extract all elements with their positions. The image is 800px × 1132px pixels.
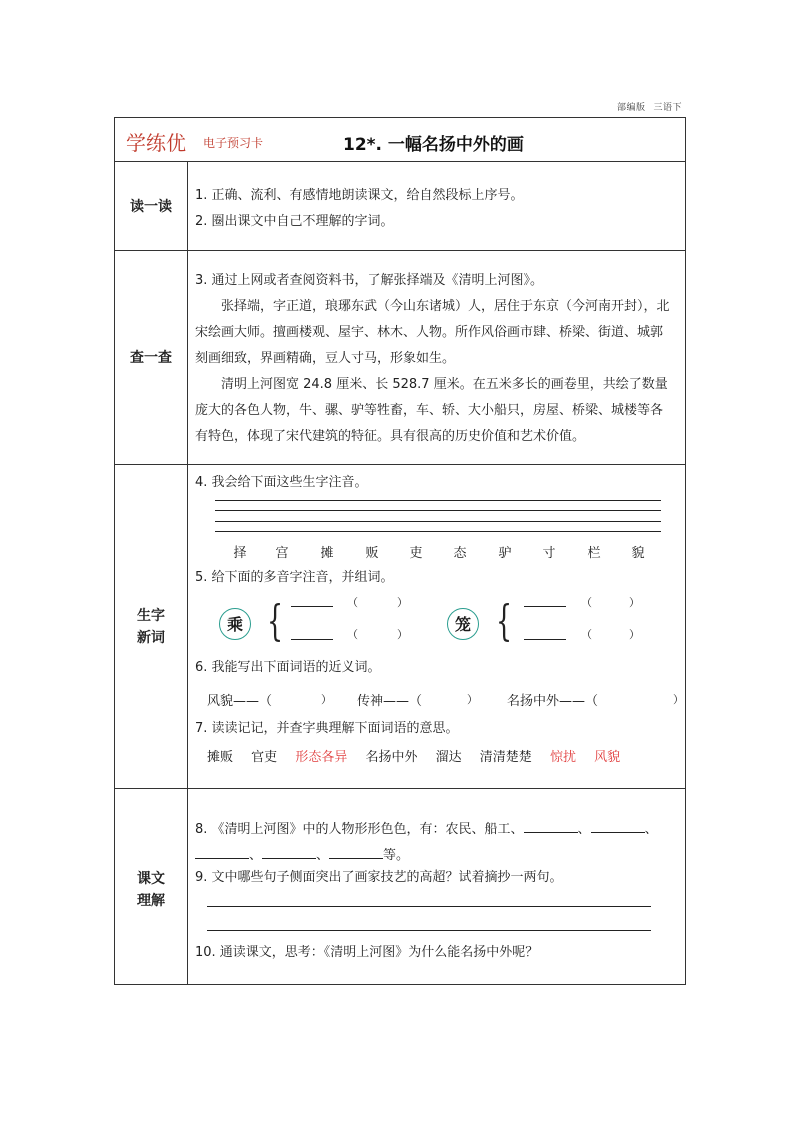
worksheet-table bbox=[114, 117, 686, 985]
painter-intro-paragraph: 张择端，字正道，琅琊东武（今山东诸城）人，居住于东京（今河南开封），北宋绘画大师。擅画楼观、屋宇、林木、人物。所作风俗画市肆、桥梁、街道、城郭刻画细致，界画精确，豆人寸马，形象如生。 bbox=[195, 299, 670, 366]
row-divider bbox=[115, 161, 685, 162]
question-7: 7. 读读记记，并查字典理解下面词语的意思。 bbox=[195, 721, 459, 736]
synonym-chuanshen-label: 传神——（ bbox=[357, 694, 423, 709]
polyphone-char-2: 笼 bbox=[447, 608, 479, 640]
paren-left: （ bbox=[581, 628, 592, 641]
pinyin-blank[interactable] bbox=[524, 606, 566, 607]
new-char: 吏 bbox=[409, 546, 423, 561]
answer-line[interactable] bbox=[207, 906, 651, 907]
row-divider bbox=[115, 464, 685, 465]
publisher-text: 部编版 bbox=[616, 103, 646, 113]
new-char: 宫 bbox=[275, 546, 289, 561]
synonym-mingyang-label: 名扬中外——（ bbox=[507, 694, 599, 709]
answer-blank[interactable] bbox=[329, 844, 383, 859]
word-item: 官吏 bbox=[251, 750, 278, 765]
paren-right: ） bbox=[321, 693, 332, 706]
read-item-1: 1. 正确、流利、有感情地朗读课文，给自然段标上序号。 bbox=[195, 188, 524, 203]
separator: 、 bbox=[644, 822, 658, 837]
answer-blank[interactable] bbox=[262, 844, 316, 859]
word-item-highlight: 风貌 bbox=[594, 750, 621, 765]
column-divider bbox=[187, 161, 188, 984]
vocabulary-words bbox=[207, 746, 634, 765]
new-char: 贩 bbox=[365, 546, 379, 561]
synonym-mingyang bbox=[507, 690, 598, 709]
answer-line[interactable] bbox=[207, 930, 651, 931]
separator: 、 bbox=[316, 848, 330, 863]
word-item-highlight: 形态各异 bbox=[295, 750, 348, 765]
brace-icon: { bbox=[267, 596, 284, 645]
paren-right: ） bbox=[673, 693, 684, 706]
question-3: 3. 通过上网或者查阅资料书，了解张择端及《清明上河图》。 bbox=[195, 273, 544, 288]
section-label-vocab-line2: 新词 bbox=[137, 630, 165, 646]
synonym-fengmao-label: 风貌——（ bbox=[207, 694, 273, 709]
question-8-end: 等。 bbox=[383, 848, 410, 863]
word-item: 名扬中外 bbox=[365, 750, 418, 765]
paren-right: ） bbox=[397, 596, 408, 609]
painting-intro-paragraph: 清明上河图宽 24.8 厘米、长 528.7 厘米。在五米多长的画卷里，共绘了数量庞大的各色人物，牛、骡、驴等牲畜，车、轿、大小船只，房屋、桥梁、城楼等各有特色，体现了宋代建筑的特征。具有很高的历史价值和艺术价值。 bbox=[195, 377, 668, 444]
answer-blank[interactable] bbox=[524, 818, 578, 833]
lesson-title: 12*. 一幅名扬中外的画 bbox=[343, 135, 524, 155]
research-section bbox=[195, 268, 675, 450]
new-char: 貌 bbox=[631, 546, 645, 561]
question-6: 6. 我能写出下面词语的近义词。 bbox=[195, 660, 381, 675]
paren-left: （ bbox=[347, 628, 358, 641]
section-label-research: 查一查 bbox=[130, 350, 172, 366]
row-divider bbox=[115, 250, 685, 251]
brace-icon: { bbox=[496, 596, 513, 645]
paren-right: ） bbox=[467, 693, 478, 706]
section-label-comprehension-line2: 理解 bbox=[137, 893, 165, 909]
separator: 、 bbox=[577, 822, 591, 837]
new-char: 驴 bbox=[498, 546, 512, 561]
answer-blank[interactable] bbox=[591, 818, 645, 833]
new-char: 寸 bbox=[542, 546, 556, 561]
paren-right: ） bbox=[629, 596, 640, 609]
section-label-comprehension bbox=[115, 868, 187, 912]
synonym-fengmao bbox=[207, 690, 272, 709]
new-characters-row bbox=[225, 542, 665, 562]
pinyin-blank[interactable] bbox=[291, 606, 333, 607]
new-char: 栏 bbox=[587, 546, 601, 561]
pinyin-blank[interactable] bbox=[524, 639, 566, 640]
section-label-comprehension-line1: 课文 bbox=[137, 871, 165, 887]
brand-logo-text: 学练优 bbox=[126, 131, 186, 155]
question-4: 4. 我会给下面这些生字注音。 bbox=[195, 475, 368, 490]
answer-blank[interactable] bbox=[195, 844, 249, 859]
section-label-vocab bbox=[115, 605, 187, 649]
pinyin-blank[interactable] bbox=[291, 639, 333, 640]
word-item: 清清楚楚 bbox=[479, 750, 532, 765]
question-9: 9. 文中哪些句子侧面突出了画家技艺的高超？试着摘抄一两句。 bbox=[195, 870, 563, 885]
read-item-2: 2. 圈出课文中自己不理解的字词。 bbox=[195, 214, 394, 229]
new-char: 择 bbox=[233, 546, 247, 561]
edition-label bbox=[617, 100, 682, 113]
question-8-text: 8. 《清明上河图》中的人物形形色色，有：农民、船工、 bbox=[195, 822, 524, 837]
question-8 bbox=[195, 817, 675, 869]
paren-right: ） bbox=[629, 628, 640, 641]
pinyin-writing-lines[interactable] bbox=[215, 500, 661, 536]
synonym-chuanshen bbox=[357, 690, 422, 709]
new-char: 摊 bbox=[320, 546, 334, 561]
section-label-vocab-line1: 生字 bbox=[137, 608, 165, 624]
section-label-read: 读一读 bbox=[130, 199, 172, 215]
polyphone-char-1: 乘 bbox=[219, 608, 251, 640]
question-5: 5. 给下面的多音字注音，并组词。 bbox=[195, 570, 394, 585]
card-subtitle: 电子预习卡 bbox=[203, 136, 264, 150]
paren-left: （ bbox=[581, 596, 592, 609]
word-item: 摊贩 bbox=[207, 750, 234, 765]
question-10: 10. 通读课文，思考：《清明上河图》为什么能名扬中外呢？ bbox=[195, 945, 539, 960]
paren-left: （ bbox=[347, 596, 358, 609]
read-section bbox=[195, 183, 675, 235]
word-item: 溜达 bbox=[435, 750, 462, 765]
word-item-highlight: 惊扰 bbox=[549, 750, 576, 765]
paren-right: ） bbox=[397, 628, 408, 641]
new-char: 态 bbox=[453, 546, 467, 561]
grade-text: 三语下 bbox=[653, 103, 682, 113]
row-divider bbox=[115, 788, 685, 789]
separator: 、 bbox=[249, 848, 263, 863]
